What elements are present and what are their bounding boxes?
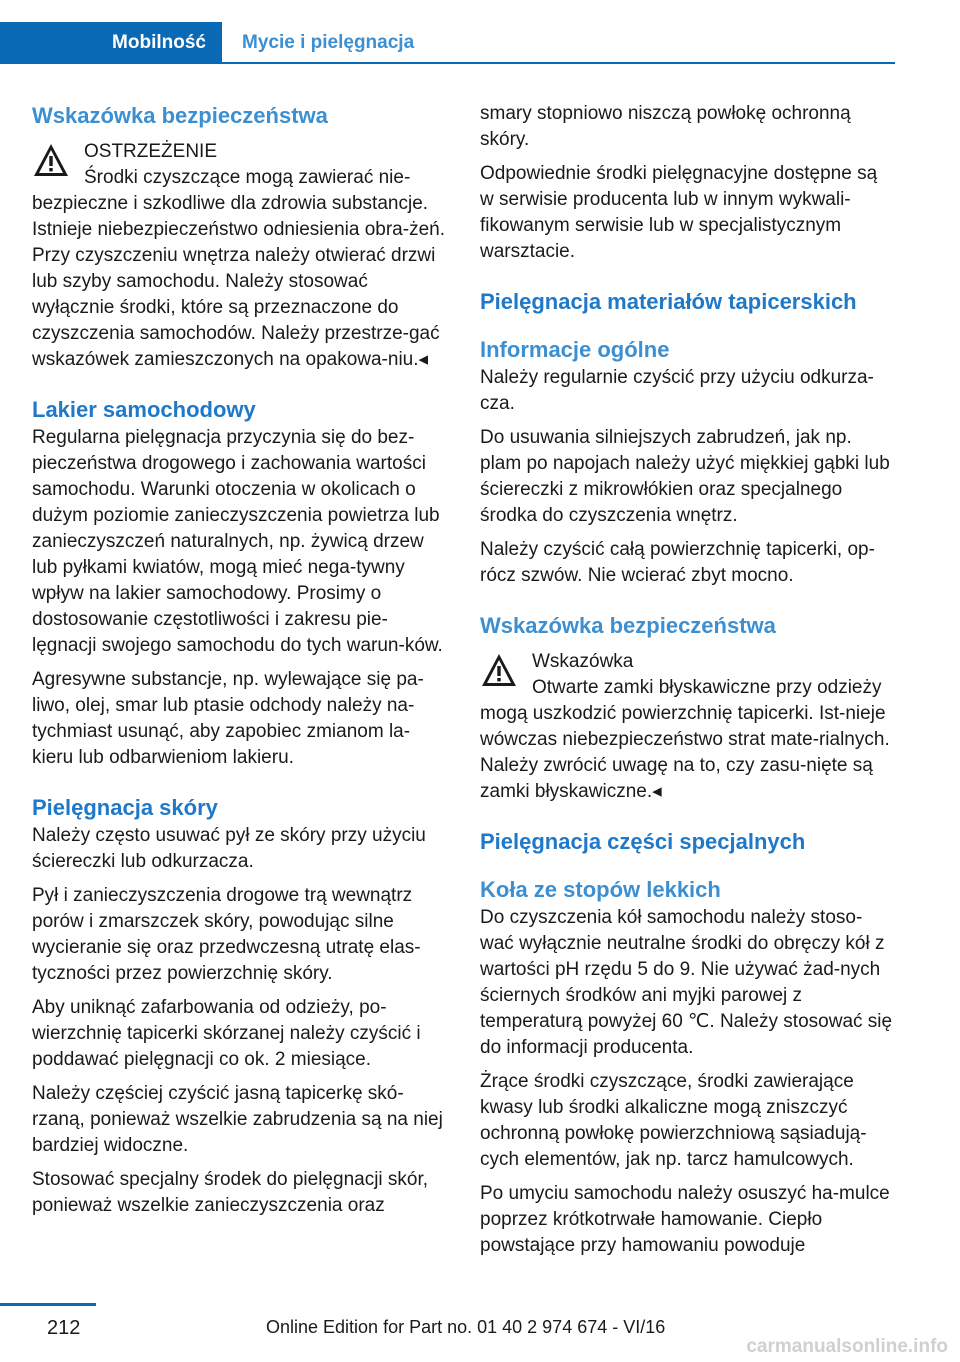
tab-mobilnosc-label: Mobilność: [112, 32, 206, 53]
header-tab-bar: [0, 22, 895, 64]
leather-continuation: smary stopniowo niszczą powłokę ochronną skóry.: [480, 103, 851, 150]
warning-first-line: Środki czyszczące mogą zawierać nie-: [84, 167, 411, 188]
watermark: carmanualsonline.info: [746, 1336, 948, 1357]
footer-rule: [0, 1303, 96, 1306]
warning-label: OSTRZEŻENIE: [84, 141, 218, 162]
safety-heading-right: Wskazówka bezpieczeństwa: [480, 613, 776, 638]
leather-paragraph-5: Stosować specjalny środek do pielęgnacji skór, ponieważ wszelkie zanieczyszczenia oraz: [32, 1169, 429, 1216]
wheels-paragraph-1: Do czyszczenia kół samochodu należy stoso-wać wyłącznie neutralne środki do obręczy kół z wartości pH rzędu 5 do 9. Nie używać żad-nych ściernych środków ani myjki parowej z temperaturą powyżej 60 ℃. Należy stosować się do informacji producenta.: [480, 907, 893, 1058]
leather-heading: Pielęgnacja skóry: [32, 795, 218, 820]
wheels-subheading: Koła ze stopów lekkich: [480, 877, 721, 902]
edition-text: Online Edition for Part no. 01 40 2 974 674 - VI/16: [266, 1317, 666, 1337]
warning-triangle-icon: [32, 141, 70, 179]
paint-paragraph-1: Regularna pielęgnacja przyczynia się do bez-pieczeństwa drogowego i zachowania wartości samochodu. Warunki otoczenia w okolicach o dużym poziomie zanieczyszczenia powietrza lub zanieczyszczeń naturalnych, np. żywicą drzew lub pyłkami kwiatów, mogą mieć nega-tywny wpływ na lakier samochodowy. Prosimy o dostosowanie częstotliwości i zakresu pie-lęgnacji swojego samochodu do tych warun-ków.: [32, 427, 443, 656]
warning-block: [32, 139, 447, 373]
warning-text: bezpieczne i szkodliwe dla zdrowia substancje. Istnieje niebezpieczeństwo odniesienia obra-żeń. Przy czyszczeniu wnętrza należy otwierać drzwi lub szyby samochodu. Należy stosować wyłącznie środki, które są przeznaczone do czyszczenia samochodów. Należy przestrze-gać wskazówek zamieszczonych na opakowa-niu.◂: [32, 193, 445, 370]
general-subheading: Informacje ogólne: [480, 337, 670, 362]
leather-paragraph-1: Należy często usuwać pył ze skóry przy użyciu ściereczki lub odkurzacza.: [32, 825, 426, 872]
page-number: 212: [47, 1317, 81, 1339]
warning-triangle-icon: [480, 651, 518, 689]
upholstery-heading: Pielęgnacja materiałów tapicerskich: [480, 289, 857, 314]
care-products-paragraph: Odpowiednie środki pielęgnacyjne dostępne są w serwisie producenta lub w innym wykwali-fikowanym serwisie lub w specjalistycznym warsztacie.: [480, 163, 878, 262]
tab-mycie-i-pielegnacja[interactable]: Mycie i pielęgnacja: [242, 32, 415, 53]
notice-label: Wskazówka: [532, 651, 634, 672]
general-paragraph-3: Należy czyścić całą powierzchnię tapicerki, op-rócz szwów. Nie wcierać zbyt mocno.: [480, 539, 875, 586]
notice-text: mogą uszkodzić powierzchnię tapicerki. Ist-nieje wówczas niebezpieczeństwo strat mate-rialnych. Należy zwrócić uwagę na to, czy zasu-nięte są zamki błyskawiczne.◂: [480, 703, 890, 802]
paint-paragraph-2: Agresywne substancje, np. wylewające się pa-liwo, olej, smar lub ptasie odchody należy na-tychmiast usunąć, aby zapobiec zmianom la-kieru lub odbarwieniom lakieru.: [32, 669, 424, 768]
general-paragraph-1: Należy regularnie czyścić przy użyciu odkurza-cza.: [480, 367, 874, 414]
right-column: [480, 101, 895, 1259]
general-paragraph-2: Do usuwania silniejszych zabrudzeń, jak np. plam po napojach należy użyć miękkiej gąbki lub ściereczki z mikrowłókien oraz specjalnego środka do czyszczenia wnętrz.: [480, 427, 890, 526]
paint-heading: Lakier samochodowy: [32, 397, 256, 422]
notice-block: [480, 649, 895, 805]
wheels-paragraph-2: Żrące środki czyszczące, środki zawierające kwasy lub środki alkaliczne mogą zniszczyć ochronną powłokę powierzchniową sąsiadują-cych elementów, jak np. tarcz hamulcowych.: [480, 1071, 867, 1170]
special-parts-heading: Pielęgnacja części specjalnych: [480, 829, 806, 854]
left-column: [32, 101, 447, 1219]
leather-paragraph-3: Aby uniknąć zafarbowania od odzieży, po-wierzchnię tapicerki skórzanej należy czyścić i poddawać pielęgnacji co ok. 2 miesiące.: [32, 997, 421, 1070]
notice-first-line: Otwarte zamki błyskawiczne przy odzieży: [532, 677, 882, 698]
safety-heading: Wskazówka bezpieczeństwa: [32, 103, 328, 128]
tab-mobilnosc[interactable]: [0, 22, 222, 62]
leather-paragraph-4: Należy częściej czyścić jasną tapicerkę skó-rzaną, ponieważ wszelkie zabrudzenia są na niej bardziej widoczne.: [32, 1083, 443, 1156]
leather-paragraph-2: Pył i zanieczyszczenia drogowe trą wewnątrz porów i zmarszczek skóry, powodując silne wycieranie się oraz przedwczesną utratę elas-tyczności przez powierzchnię skóry.: [32, 885, 421, 984]
wheels-paragraph-3: Po umyciu samochodu należy osuszyć ha-mulce poprzez krótkotrwałe hamowanie. Ciepło powstające przy hamowaniu powoduje: [480, 1183, 890, 1256]
